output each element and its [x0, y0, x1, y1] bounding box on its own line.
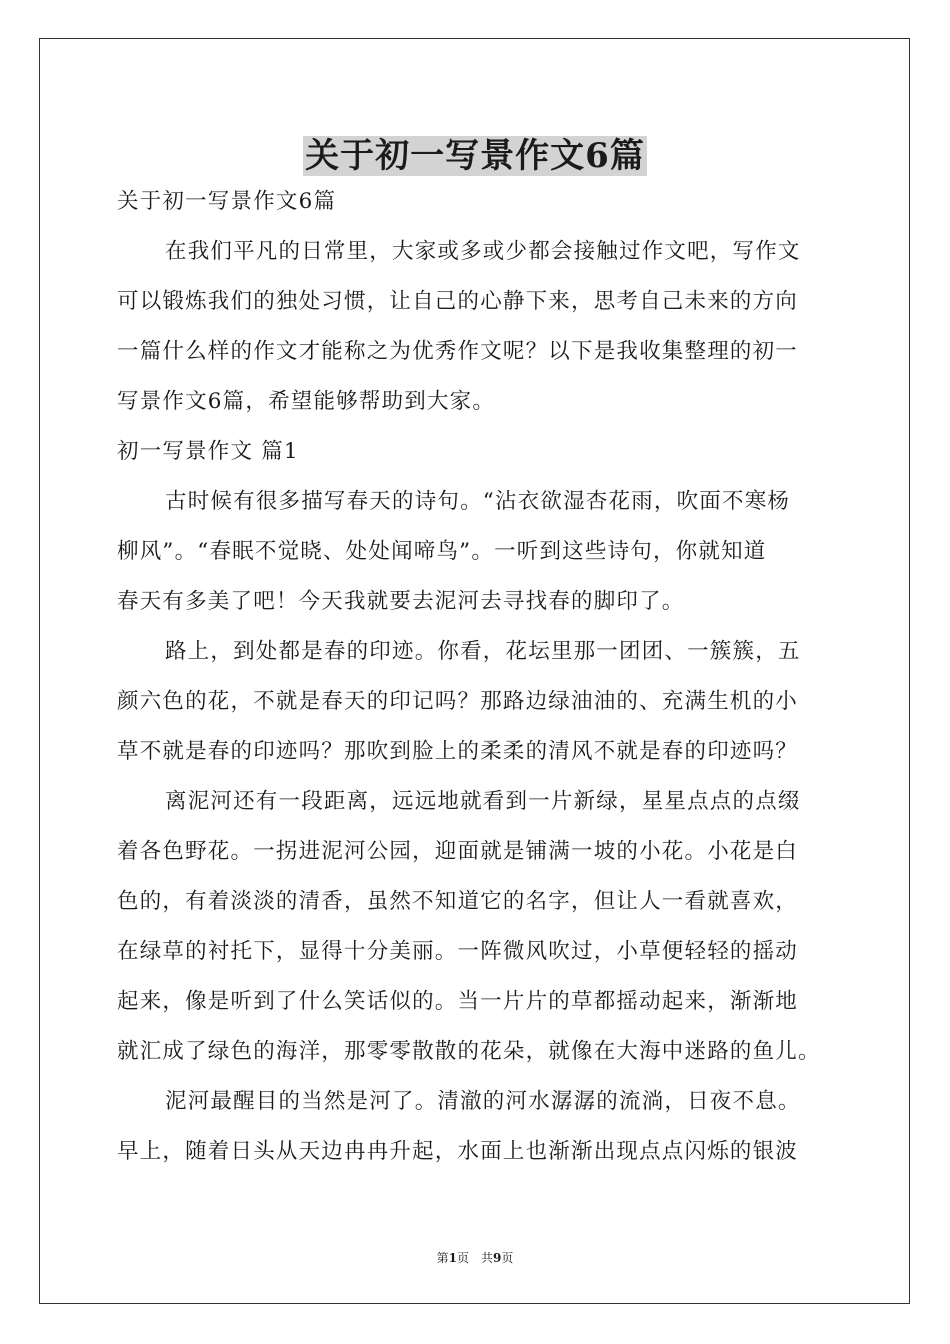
footer-page-number: 1 [448, 1251, 457, 1265]
page-footer [0, 1249, 950, 1266]
paragraph-line: 在绿草的衬托下，显得十分美丽。一阵微风吹过，小草便轻轻的摇动 [117, 939, 799, 964]
footer-text: 页 共 [456, 1251, 493, 1265]
paragraph-line: 色的，有着淡淡的清香，虽然不知道它的名字，但让人一看就喜欢， [117, 889, 799, 914]
paragraph-line: 草不就是春的印迹吗？那吹到脸上的柔柔的清风不就是春的印迹吗？ [117, 739, 799, 764]
footer-total-pages: 9 [493, 1251, 502, 1265]
paragraph-line: 一篇什么样的作文才能称之为优秀作文呢？以下是我收集整理的初一 [117, 339, 799, 364]
paragraph-line: 着各色野花。一拐进泥河公园，迎面就是铺满一坡的小花。小花是白 [117, 839, 799, 864]
document-title: 关于初一写景作文6篇 [305, 136, 645, 176]
paragraph-line: 起来，像是听到了什么笑话似的。当一片片的草都摇动起来，渐渐地 [117, 989, 799, 1014]
paragraph-line: 古时候有很多描写春天的诗句。“沾衣欲湿杏花雨，吹面不寒杨 [165, 489, 791, 514]
paragraph-line: 可以锻炼我们的独处习惯，让自己的心静下来，思考自己未来的方向 [117, 289, 799, 314]
paragraph-line: 泥河最醒目的当然是河了。清澈的河水潺潺的流淌，日夜不息。 [165, 1089, 801, 1114]
paragraph-line: 柳风”。“春眠不觉晓、处处闻啼鸟”。一听到这些诗句，你就知道 [117, 539, 767, 564]
paragraph-line: 在我们平凡的日常里，大家或多或少都会接触过作文吧，写作文 [165, 239, 801, 264]
paragraph-line: 离泥河还有一段距离，远远地就看到一片新绿，星星点点的点缀 [165, 789, 801, 814]
footer-text: 第 [436, 1251, 449, 1265]
paragraph-line: 颜六色的花，不就是春天的印记吗？那路边绿油油的、充满生机的小 [117, 689, 799, 714]
paragraph-line: 路上，到处都是春的印迹。你看，花坛里那一团团、一簇簇，五 [165, 639, 801, 664]
paragraph-line: 写景作文6篇，希望能够帮助到大家。 [117, 389, 496, 414]
paragraph-line: 就汇成了绿色的海洋，那零零散散的花朵，就像在大海中迷路的鱼儿。 [117, 1039, 821, 1064]
paragraph-line: 春天有多美了吧！今天我就要去泥河去寻找春的脚印了。 [117, 589, 685, 614]
subtitle-line: 关于初一写景作文6篇 [117, 189, 337, 214]
section-heading: 初一写景作文 篇1 [117, 439, 299, 464]
footer-text: 页 [501, 1251, 514, 1265]
paragraph-line: 早上，随着日头从天边冉冉升起，水面上也渐渐出现点点闪烁的银波 [117, 1139, 799, 1164]
